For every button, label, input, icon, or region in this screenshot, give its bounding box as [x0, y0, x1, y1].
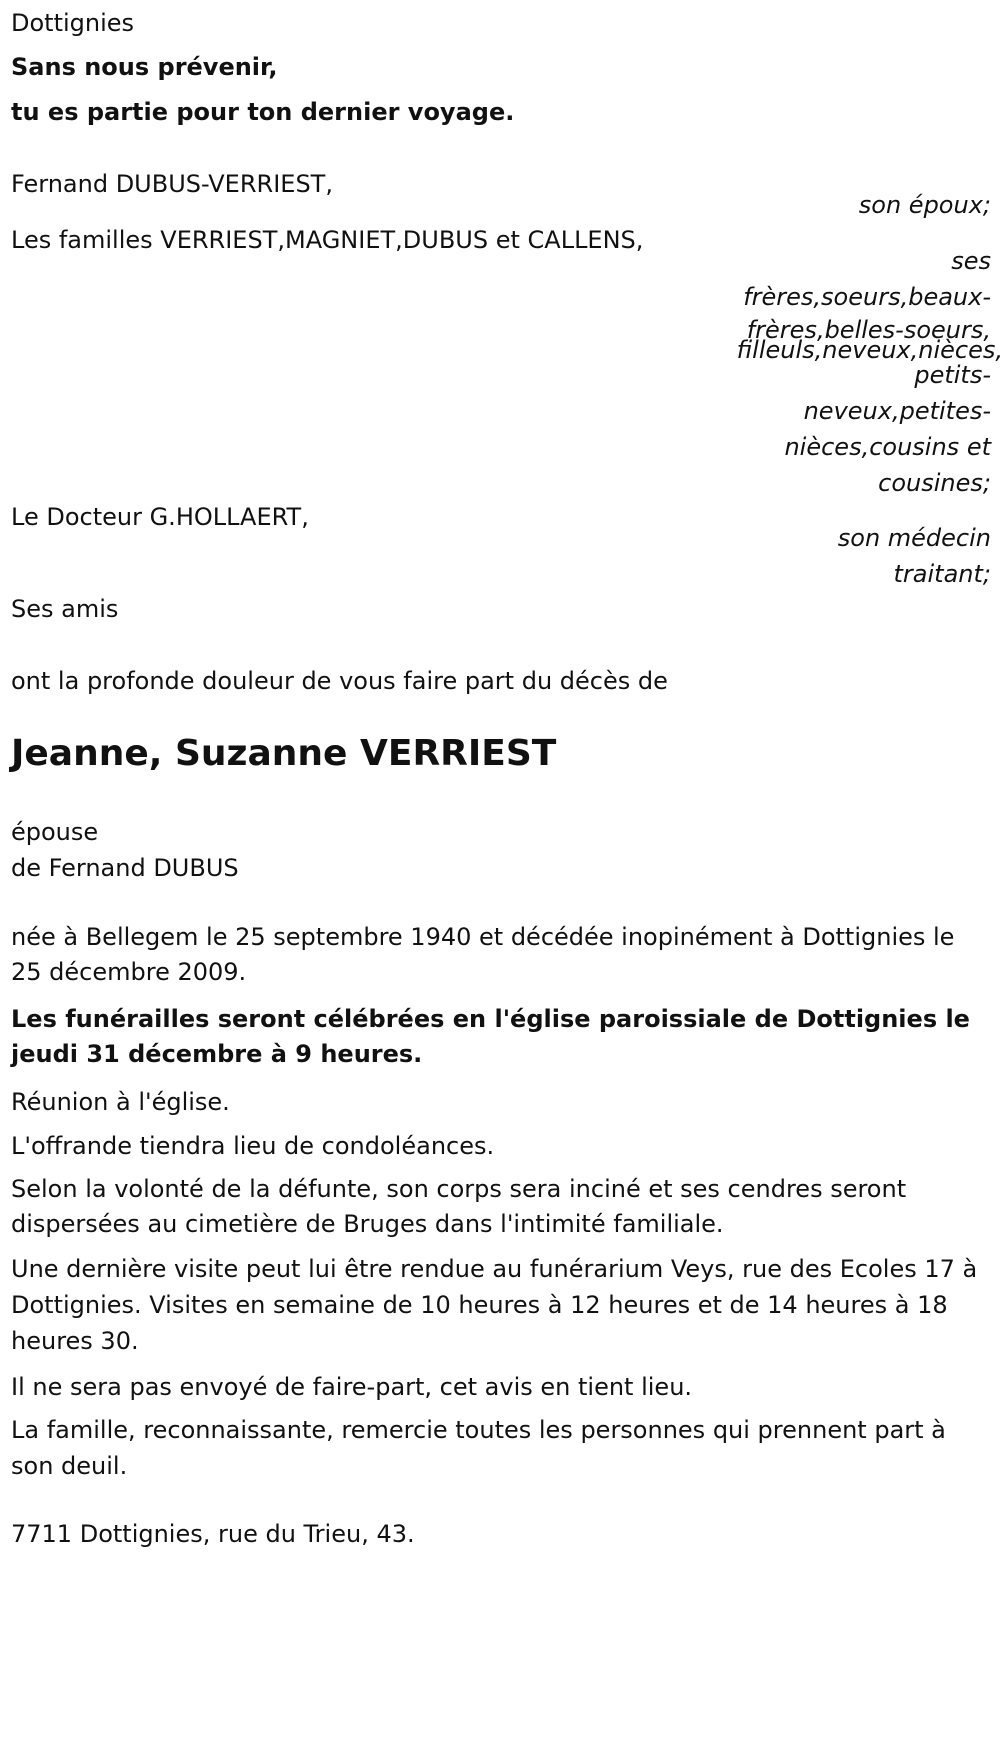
relation-line: cousines;	[878, 469, 991, 497]
spouse-name: de Fernand DUBUS	[11, 854, 239, 882]
mourner-name-doctor: Le Docteur G.HOLLAERT,	[11, 503, 309, 531]
birth-death-paragraph: née à Bellegem le 25 septembre 1940 et décédée inopinément à Dottignies le 25 décembre 2009.	[11, 923, 955, 986]
mourner-name-friends: Ses amis	[11, 595, 119, 623]
thanks-paragraph: La famille, reconnaissante, remercie toutes les personnes qui prennent part à son deuil.	[11, 1416, 946, 1480]
mourner-name-families: Les familles VERRIEST,MAGNIET,DUBUS et CALLENS,	[11, 226, 644, 254]
relation-line: traitant;	[893, 560, 991, 588]
mourner-relation-families	[591, 244, 1003, 502]
relation-line: son médecin	[837, 524, 991, 552]
relation-line: frères,belles-soeurs,	[746, 316, 991, 344]
relation-line: ses	[951, 247, 991, 275]
mourner-relation-doctor	[591, 521, 991, 593]
deceased-name: Jeanne, Suzanne VERRIEST	[11, 733, 557, 774]
mourner-relation-spouse	[591, 188, 991, 222]
relation-line: nièces,cousins et	[784, 433, 991, 461]
spouse-label: épouse	[11, 818, 99, 846]
offering-paragraph: L'offrande tiendra lieu de condoléances.	[11, 1132, 495, 1160]
announcement-text: ont la profonde douleur de vous faire part du décès de	[11, 667, 668, 695]
relation-line: son époux;	[858, 191, 991, 219]
visit-paragraph: Une dernière visite peut lui être rendue au funérarium Veys, rue des Ecoles 17 à Dottignies. Visites en semaine de 10 heures à 12 heures et de 14 heures à 18 heures 30.	[11, 1255, 978, 1355]
relation-line: frères,soeurs,beaux-	[743, 283, 991, 311]
cremation-paragraph: Selon la volonté de la défunte, son corps sera inciné et ses cendres seront dispersées au cimetière de Bruges dans l'intimité familiale.	[11, 1175, 907, 1238]
gathering-paragraph: Réunion à l'église.	[11, 1088, 230, 1116]
no-card-paragraph: Il ne sera pas envoyé de faire-part, cet avis en tient lieu.	[11, 1373, 693, 1401]
funeral-paragraph: Les funérailles seront célébrées en l'église paroissiale de Dottignies le jeudi 31 décembre à 9 heures.	[11, 1005, 970, 1068]
verse-line-1: Sans nous prévenir,	[11, 53, 278, 81]
address-line: 7711 Dottignies, rue du Trieu, 43.	[11, 1520, 415, 1548]
relation-line: neveux,petites-	[803, 397, 991, 425]
mourner-name-spouse: Fernand DUBUS-VERRIEST,	[11, 170, 333, 198]
verse-line-2: tu es partie pour ton dernier voyage.	[11, 98, 515, 126]
relation-line: petits-	[914, 361, 991, 389]
place-header: Dottignies	[11, 9, 135, 37]
relation-line: filleuls,neveux,nièces,	[736, 336, 1003, 364]
